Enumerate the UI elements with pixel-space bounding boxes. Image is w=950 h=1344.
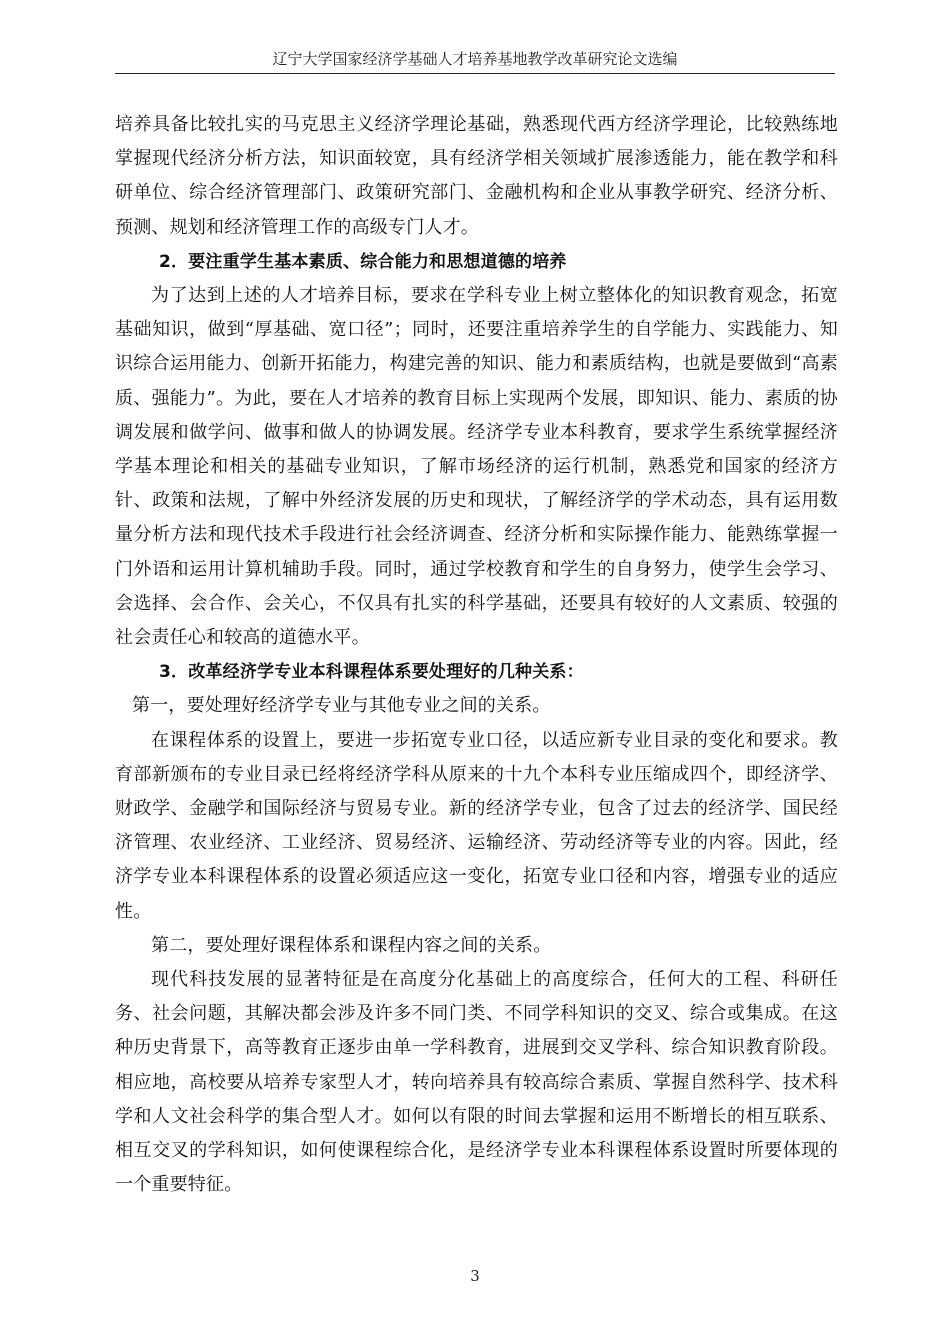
paragraph-continuation: 培养具备比较扎实的马克思主义经济学理论基础，熟悉现代西方经济学理论，比较熟练地掌握现代经济分析方法，知识面较宽，具有经济学相关领域扩展渗透能力，能在教学和科研单位、综合经济管理部门、政策研究部门、金融机构和企业从事教学研究、经济分析、预测、规划和经济管理工作的高级专门人才。 [115, 114, 838, 238]
paragraph: 现代科技发展的显著特征是在高度分化基础上的高度综合，任何大的工程、科研任务、社会问题，其解决都会涉及许多不同门类、不同学科知识的交叉、综合或集成。在这种历史背景下，高等教育正逐步由单一学科教育，进展到交叉学科、综合知识教育阶段。相应地，高校要从培养专家型人才，转向培养具有较高综合素质、掌握自然科学、技术科学和人文社会科学的集合型人才。如何以有限的时间去掌握和运用不断增长的相互联系、相互交叉的学科知识，如何使课程综合化，是经济学专业本科课程体系设置时所要体现的一个重要特征。 [115, 969, 838, 1196]
paragraph: 在课程体系的设置上，要进一步拓宽专业口径，以适应新专业目录的变化和要求。教育部新颁布的专业目录已经将经济学科从原来的十九个本科专业压缩成四个，即经济学、财政学、金融学和国际经济与贸易专业。新的经济学专业，包含了过去的经济学、国民经济管理、农业经济、工业经济、贸易经济、运输经济、劳动经济等专业的内容。因此，经济学专业本科课程体系的设置必须适应这一变化，拓宽专业口径和内容，增强专业的适应性。 [115, 729, 838, 922]
page-number: 3 [470, 1267, 480, 1285]
running-header: 辽宁大学国家经济学基础人才培养基地教学改革研究论文选编 [272, 50, 678, 68]
paragraph-first-relation: 第一，要处理好经济学专业与其他专业之间的关系。 [132, 695, 551, 717]
paragraph-second-relation: 第二，要处理好课程体系和课程内容之间的关系。 [151, 934, 552, 956]
body-text [115, 108, 838, 1203]
paragraph: 为了达到上述的人才培养目标，要求在学科专业上树立整体化的知识教育观念，拓宽基础知识，做到“厚基础、宽口径”；同时，还要注重培养学生的自学能力、实践能力、知识综合运用能力、创新开拓能力，构建完善的知识、能力和素质结构，也就是要做到“高素质、强能力”。为此，要在人才培养的教育目标上实现两个发展，即知识、能力、素质的协调发展和做学问、做事和做人的协调发展。经济学专业本科教育，要求学生系统掌握经济学基本理论和相关的基础专业知识，了解市场经济的运行机制，熟悉党和国家的经济方针、政策和法规，了解中外经济发展的历史和现状，了解经济学的学术动态，具有运用数量分析方法和现代技术手段进行社会经济调查、经济分析和实际操作能力、能熟练掌握一门外语和运用计算机辅助手段。同时，通过学校教育和学生的自身努力，使学生会学习、会选择、会合作、会关心，不仅具有扎实的科学基础，还要具有较好的人文素质、较强的社会责任心和较高的道德水平。 [115, 285, 838, 649]
section-heading-3: 3．改革经济学专业本科课程体系要处理好的几种关系： [159, 662, 584, 683]
header-divider [115, 73, 835, 74]
section-heading-2: 2．要注重学生基本素质、综合能力和思想道德的培养 [159, 251, 567, 272]
